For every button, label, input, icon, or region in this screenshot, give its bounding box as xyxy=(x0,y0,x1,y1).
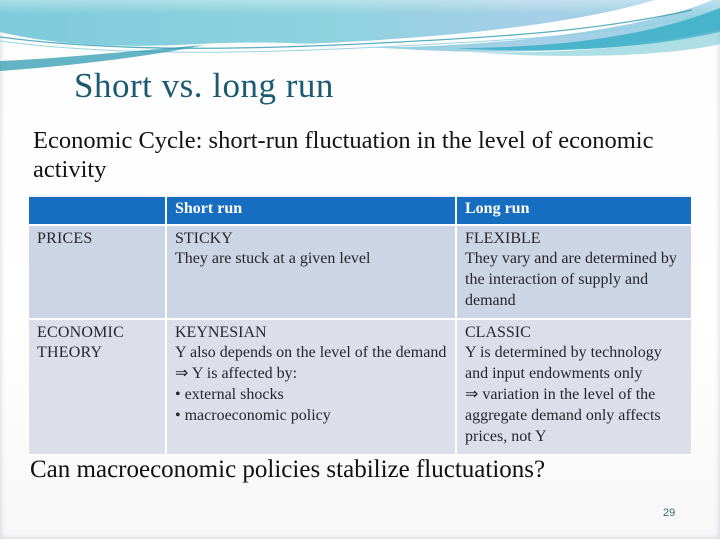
cell-line: Y also depends on the level of the demand xyxy=(175,344,447,362)
cell-heading: STICKY xyxy=(175,229,233,247)
cell-heading: KEYNESIAN xyxy=(175,323,267,341)
cell-line: • external shocks xyxy=(175,386,284,404)
cell-line: They are stuck at a given level xyxy=(175,250,371,268)
cell-line: Y is determined by technology and input endowments only xyxy=(465,344,662,383)
slide-title: Short vs. long run xyxy=(74,66,334,105)
comparison-table xyxy=(27,196,693,456)
theory-long-run-cell xyxy=(456,319,692,455)
table-header-short-run: Short run xyxy=(166,197,456,225)
row-label-prices: PRICES xyxy=(28,225,166,319)
slide-subtitle: Economic Cycle: short-run fluctuation in the level of economic activity xyxy=(33,127,654,183)
table-row-economic-theory xyxy=(28,319,692,455)
cell-line: • macroeconomic policy xyxy=(175,406,331,424)
cell-line: They vary and are determined by the interaction of supply and demand xyxy=(465,250,677,309)
cell-line: ⇒ Y is affected by: xyxy=(175,365,298,383)
table-header-long-run: Long run xyxy=(456,197,692,225)
theory-short-run-cell xyxy=(166,319,456,455)
table-header-empty xyxy=(28,197,166,225)
page-number: 29 xyxy=(663,507,676,519)
slide-question: Can macroeconomic policies stabilize fluctuations? xyxy=(30,456,546,483)
table-header-row xyxy=(28,197,692,225)
prices-long-run-cell xyxy=(456,225,692,319)
prices-short-run-cell xyxy=(166,225,456,319)
cell-heading: FLEXIBLE xyxy=(465,229,541,247)
cell-line: ⇒ variation in the level of the aggregate demand only affects prices, not Y xyxy=(465,386,661,445)
table-row-prices xyxy=(28,225,692,319)
row-label-economic-theory: ECONOMIC THEORY xyxy=(28,319,166,455)
cell-heading: CLASSIC xyxy=(465,323,531,341)
